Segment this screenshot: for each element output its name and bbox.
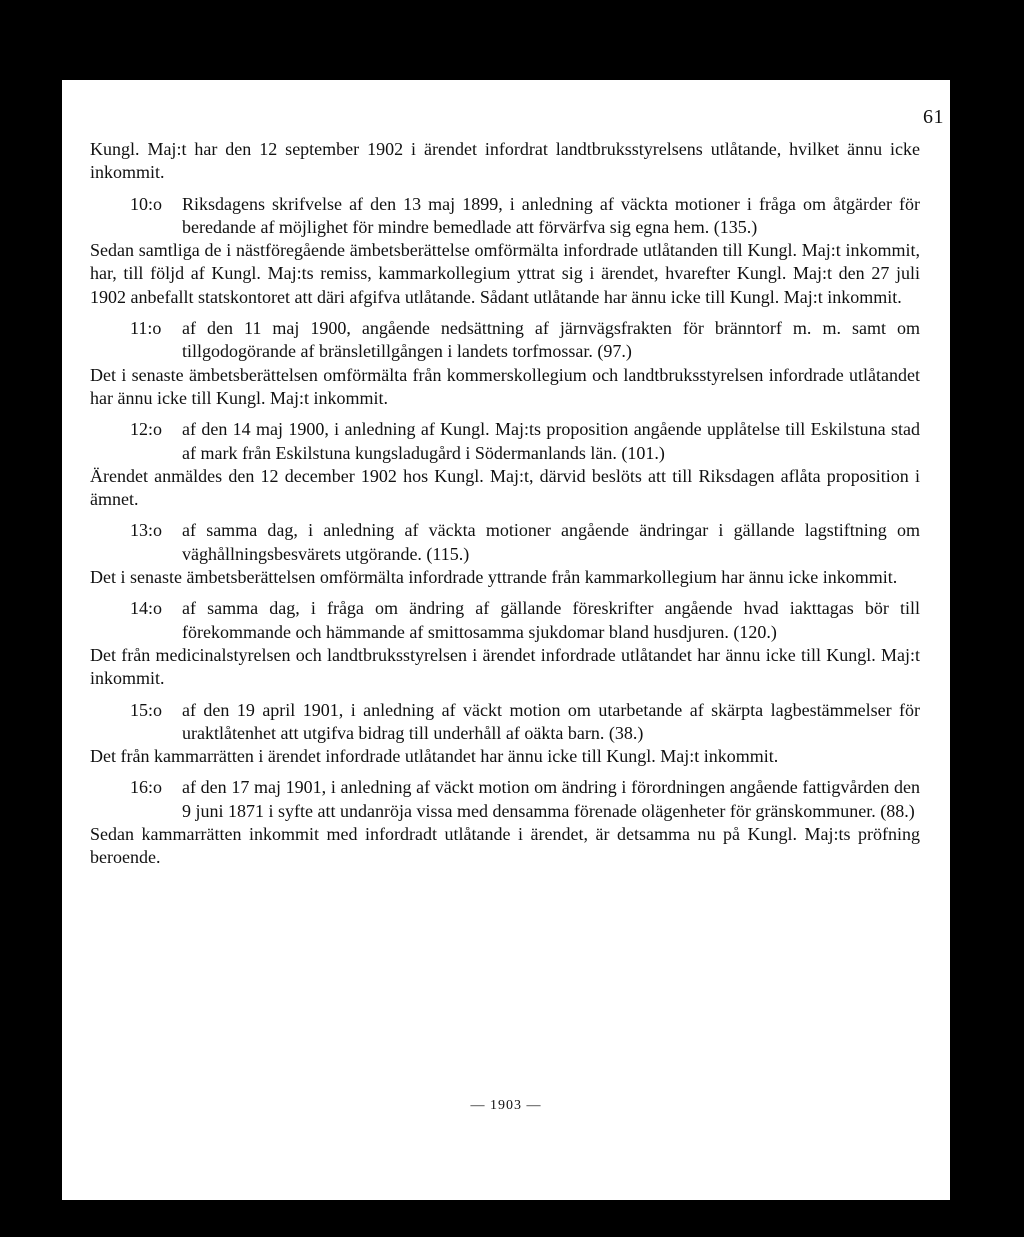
item-body: Ärendet anmäldes den 12 december 1902 hos Kungl. Maj:t, därvid beslöts att till Riksdagen aflåta proposition i ämnet. — [90, 465, 920, 510]
item-body: Det från kammarrätten i ärendet infordrade utlåtandet har ännu icke till Kungl. Maj:t inkommit. — [90, 746, 779, 767]
item-body: Det i senaste ämbetsberättelsen omförmälta från kommerskollegium och landtbruksstyrelsen infordrade utlåtandet har ännu icke till Kungl. Maj:t inkommit. — [90, 364, 920, 408]
item-heading: af samma dag, i fråga om ändring af gällande föreskrifter angående hvad iakttagas bör till förekommande och hämmande af smittosamma sjukdomar bland husdjuren. (120.) — [182, 598, 920, 642]
item-heading: af samma dag, i anledning af väckta motioner angående ändringar i gällande lagstiftning om väghållningsbesvärets utgörande. (115.) — [182, 520, 920, 564]
item-body: Det från medicinalstyrelsen och landtbruksstyrelsen i ärendet infordrade utlåtandet har ännu icke till Kungl. Maj:t inkommit. — [90, 644, 920, 689]
item-heading: af den 17 maj 1901, i anledning af väckt motion om ändring i förordningen angående fattigvården den 9 juni 1871 i syfte att undanröja vissa med densamma förenade olägenheter för gränskommuner. (88.) — [182, 777, 920, 821]
page-footer: — 1903 — — [470, 1098, 542, 1113]
item-number: 13:o — [130, 520, 163, 541]
item-heading: af den 19 april 1901, i anledning af väckt motion om utarbetande af skärpta lagbestämmelser för uraktlåtenhet att utgifva bidrag till underhåll af oäkta barn. (38.) — [182, 699, 920, 743]
list-item — [90, 317, 920, 364]
list-item — [90, 699, 920, 746]
item-body: Sedan samtliga de i nästföregående ämbetsberättelse omförmälta infordrade utlåtanden till Kungl. Maj:t inkommit, har, till följd af Kungl. Maj:ts remiss, kammarkollegium yttrat sig i ärendet, hvarefter Kungl. Maj:t den 27 juli 1902 anbefallt statskontoret att däri afgifva utlåtande. Sådant utlåtande har ännu icke till Kungl. Maj:t inkommit. — [90, 240, 920, 307]
list-item — [90, 776, 920, 823]
opening-paragraph: Kungl. Maj:t har den 12 september 1902 i ärendet infordrat landtbruksstyrelsens utlåtande, hvilket ännu icke inkommit. — [90, 139, 920, 183]
list-item — [90, 519, 920, 566]
item-heading: Riksdagens skrifvelse af den 13 maj 1899, i anledning af väckta motioner i fråga om åtgärder för beredande af möjlighet för mindre bemedlade att förvärfva sig egna hem. (135.) — [182, 193, 920, 237]
list-item — [90, 418, 920, 465]
document-page — [62, 80, 950, 1200]
item-number: 11:o — [130, 318, 162, 339]
item-number: 14:o — [130, 598, 163, 619]
list-item — [90, 597, 920, 644]
item-body: Det i senaste ämbetsberättelsen omförmälta infordrade yttrande från kammarkollegium har ännu icke inkommit. — [90, 567, 898, 588]
item-number: 12:o — [130, 419, 163, 440]
item-heading: af den 11 maj 1900, angående nedsättning af järnvägsfrakten för bränntorf m. m. samt om tillgodogörande af bränsletillgången i landets torfmossar. (97.) — [182, 318, 920, 362]
item-number: 15:o — [130, 699, 163, 720]
item-heading: af den 14 maj 1900, i anledning af Kungl. Maj:ts proposition angående upplåtelse till Eskilstuna stad af mark från Eskilstuna kungsladugård i Södermanlands län. (101.) — [182, 419, 920, 463]
item-number: 10:o — [130, 193, 163, 214]
document-body — [90, 138, 920, 870]
list-item — [90, 193, 920, 240]
item-number: 16:o — [130, 777, 163, 798]
item-body: Sedan kammarrätten inkommit med infordradt utlåtande i ärendet, är detsamma nu på Kungl. Maj:ts pröfning beroende. — [90, 824, 920, 868]
page-number: 61 — [923, 106, 944, 128]
